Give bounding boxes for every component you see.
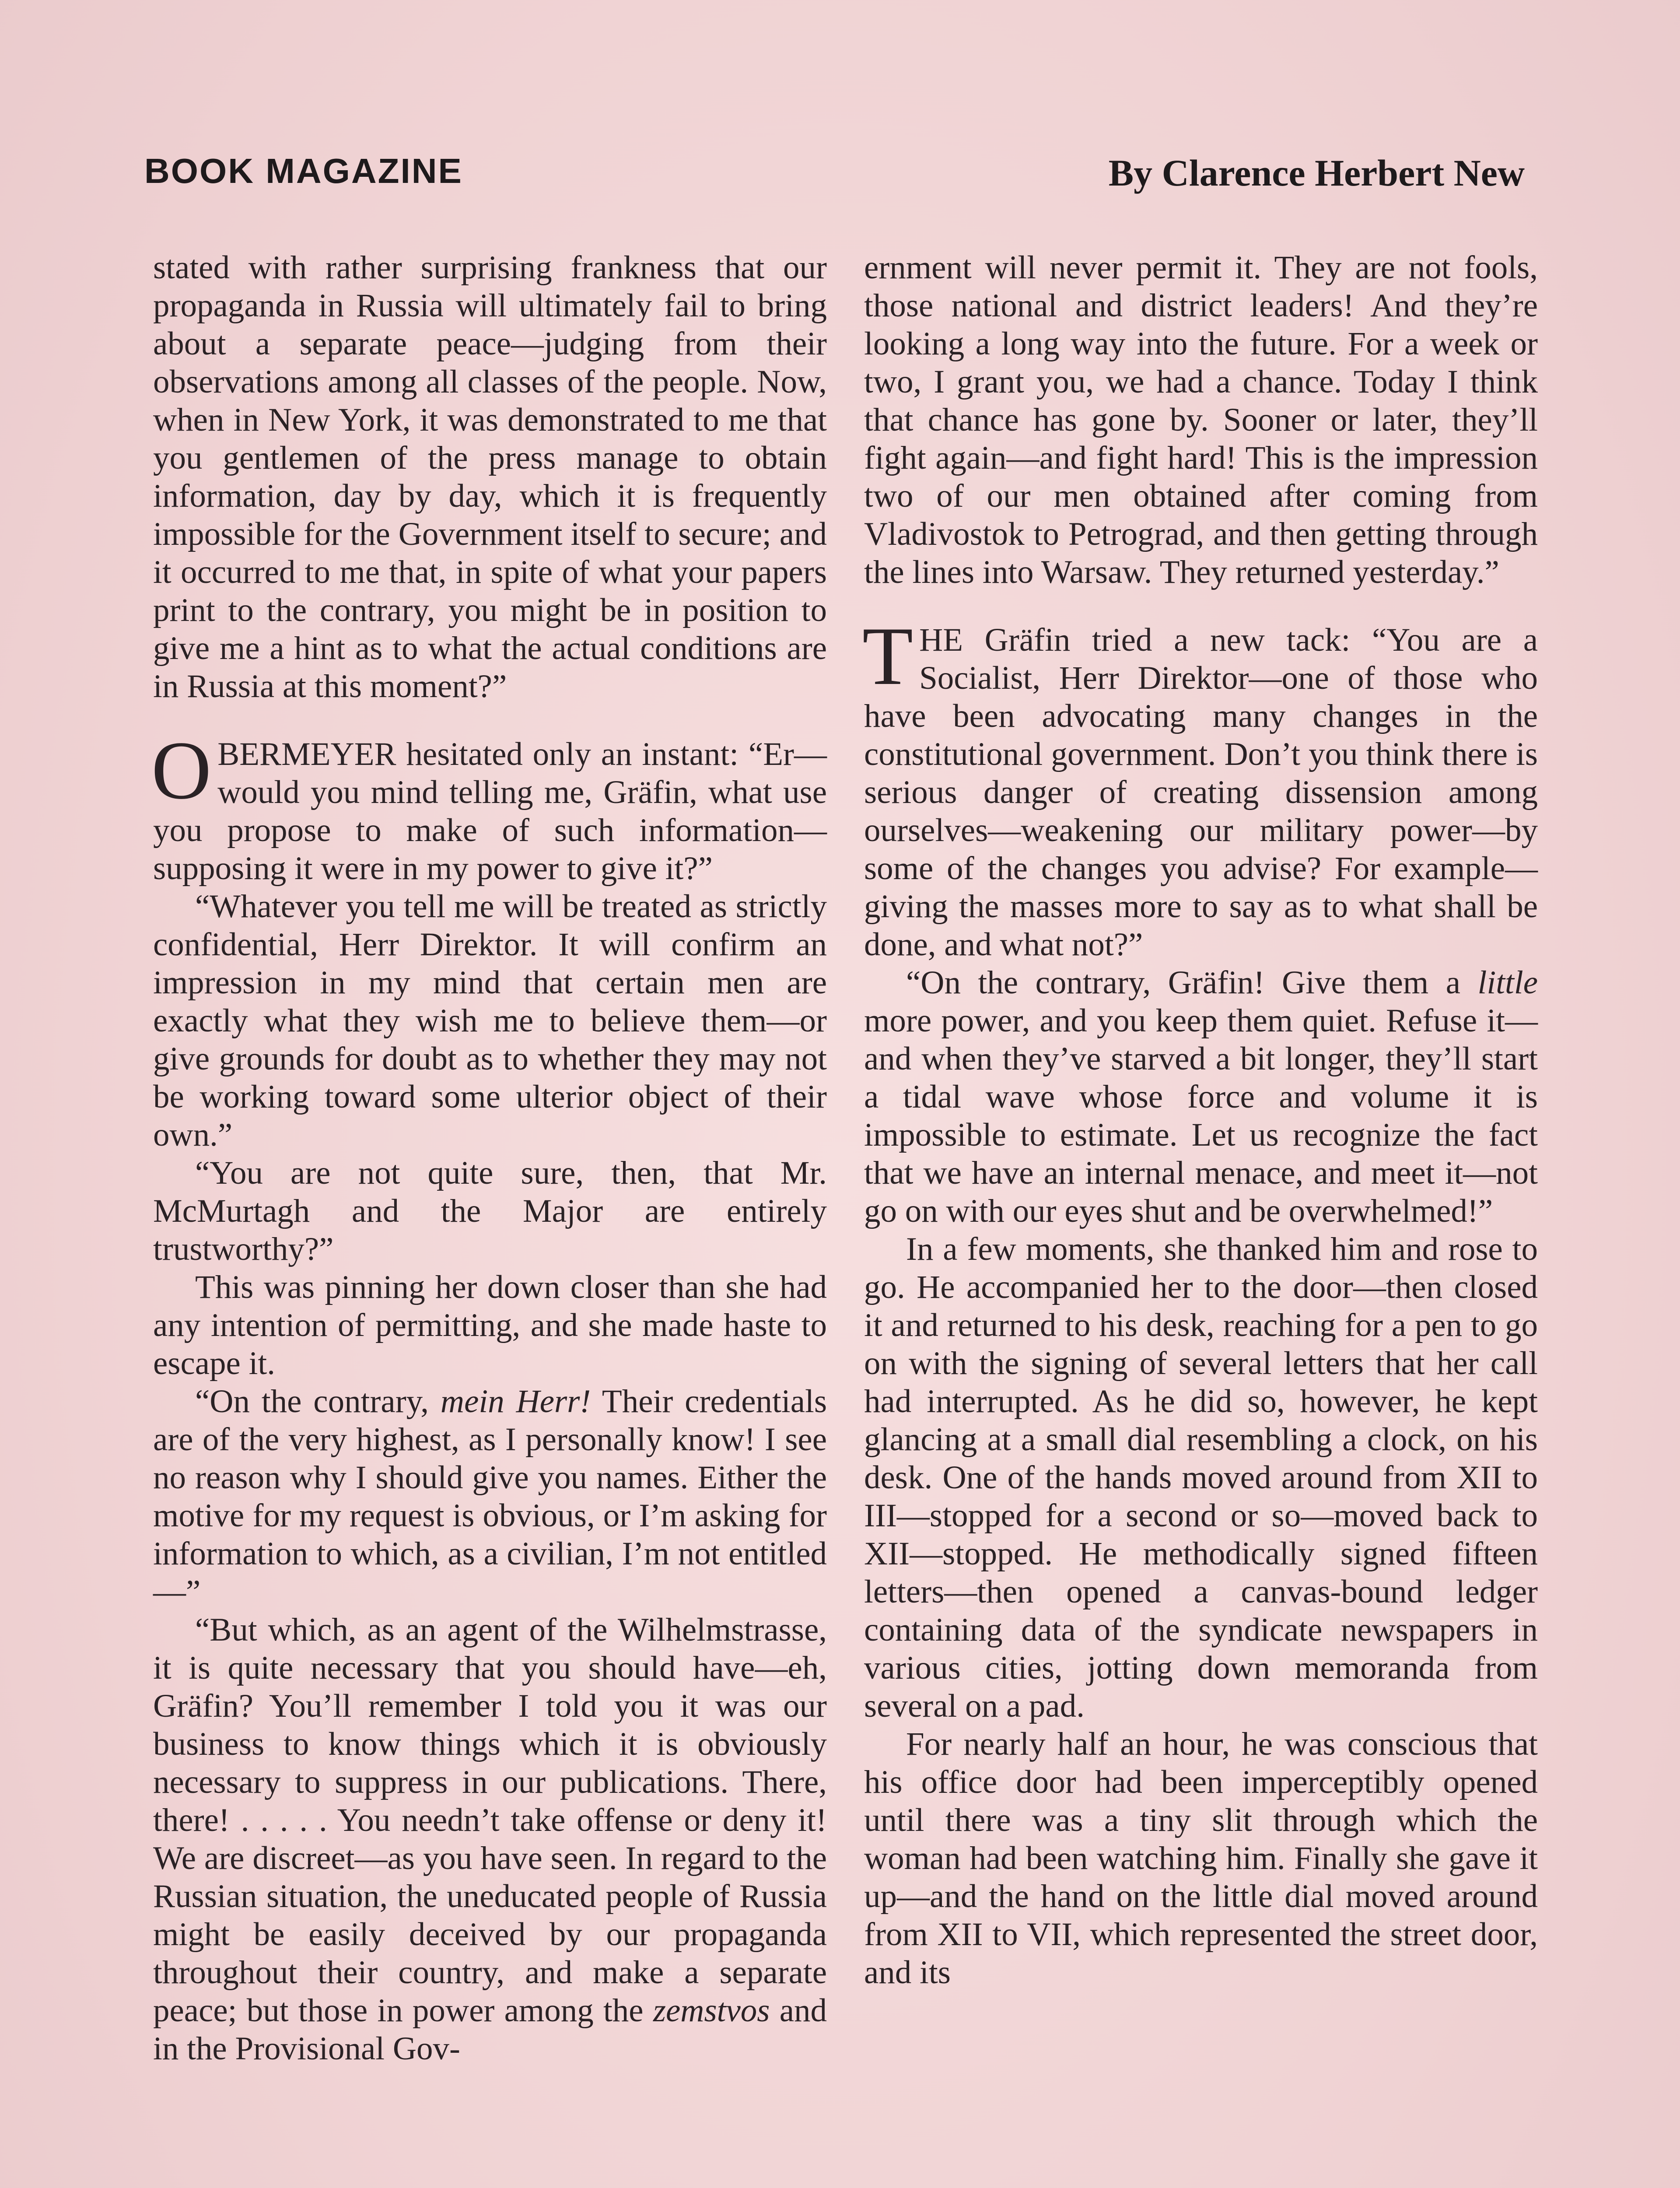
paragraph	[153, 1382, 827, 1611]
text-run: Their credentials are of the very highest, as I personally know! I see no reason why I should give you names. Either the motive for my request is obvious, or I’m asking for information to which, as a civilian, I’m not entitled—”	[153, 1383, 827, 1610]
paragraph	[153, 1611, 827, 2068]
paragraph: stated with rather surprising frankness that our propaganda in Russia will ultimately fail to bring about a separate peace—judging from their observations among all classes of the people. Now, when in New York, it was demonstrated to me that you gentlemen of the press manage to obtain information, day by day, which it is frequently impossible for the Government itself to secure; and it occurred to me that, in spite of what your papers print to the contrary, you might be in position to give me a hint as to what the actual conditions are in Russia at this moment?”	[153, 249, 827, 705]
italic-run: mein Herr!	[440, 1383, 591, 1420]
left-column	[153, 249, 827, 2068]
drop-cap: T	[862, 610, 914, 702]
paragraph: “You are not quite sure, then, that Mr. McMurtagh and the Major are entirely trustworthy?”	[153, 1155, 827, 1267]
right-column	[864, 249, 1538, 1992]
text-run: more power, and you keep them quiet. Refuse it—and when they’ve starved a bit longer, they’ll start a tidal wave whose force and volume it is impossible to estimate. Let us recognize the fact that we have an internal menace, and meet it—not go on with our eyes shut and be overwhelmed!”	[864, 1003, 1538, 1229]
paragraph-text: BERMEYER hesitated only an instant: “Er—would you mind telling me, Gräfin, what use you propose to make of such information—supposing it were in my power to give it?”	[153, 736, 827, 887]
magazine-title: BOOK MAGAZINE	[144, 151, 463, 190]
paragraph-text: HE Gräfin tried a new tack: “You are a Socialist, Herr Direktor—one of those who have been advocating many changes in the constitutional government. Don’t you think there is serious danger of creating dissension among ourselves—weakening our military power—by some of the changes you advise? For example—giving the masses more to say as to what shall be done, and what not?”	[864, 622, 1538, 963]
drop-cap: O	[151, 725, 212, 817]
paragraph: For nearly half an hour, he was conscious that his office door had been imperceptibly opened until there was a tiny slit through which the woman had been watching him. Finally she gave it up—and the hand on the little dial moved around from XII to VII, which represented the street door, and its	[864, 1726, 1538, 1991]
text-run: “But which, as an agent of the Wilhelmstrasse, it is quite necessary that you should have—eh, Gräfin? You’ll remember I told you it was our business to know things which it is obviously necessary to suppress in our publications. There, there! . . . . . You needn’t take offense or deny it! We are discreet—as you have seen. In regard to the Russian situation, the uneducated people of Russia might be easily deceived by our propaganda throughout their country, and make a separate peace; but those in power among the	[153, 1612, 827, 2029]
running-header	[144, 151, 1525, 199]
italic-run: little	[1477, 964, 1538, 1001]
paragraph: This was pinning her down closer than she had any intention of permitting, and she made haste to escape it.	[153, 1269, 827, 1382]
paragraph	[864, 964, 1538, 1230]
paragraph-dropcap	[862, 610, 1538, 964]
text-run: and in the Provisional Gov-	[153, 1992, 827, 2067]
paragraph: ernment will never permit it. They are not fools, those national and district leaders! And they’re looking a long way into the future. For a week or two, I grant you, we had a chance. Today I think that chance has gone by. Sooner or later, they’ll fight again—and fight hard! This is the impression two of our men obtained after coming from Vladivostok to Petrograd, and then getting through the lines into Warsaw. They returned yesterday.”	[864, 249, 1538, 590]
author-byline: By Clarence Herbert New	[1108, 152, 1525, 194]
italic-run: zemstvos	[653, 1992, 770, 2029]
text-run: “On the contrary, Gräfin! Give them a	[906, 964, 1478, 1001]
paragraph-dropcap	[151, 725, 827, 887]
text-run: “On the contrary,	[195, 1383, 441, 1420]
paragraph: In a few moments, she thanked him and rose to go. He accompanied her to the door—then closed it and returned to his desk, reaching for a pen to go on with the signing of several letters that her call had interrupted. As he did so, however, he kept glancing at a small dial resembling a clock, on his desk. One of the hands moved around from XII to III—stopped for a second or so—moved back to XII—stopped. He methodically signed fifteen letters—then opened a canvas-bound ledger containing data of the syndicate newspapers in various cities, jotting down memoranda from several on a pad.	[864, 1231, 1538, 1724]
paragraph: “Whatever you tell me will be treated as strictly confidential, Herr Direktor. It will confirm an impression in my mind that certain men are exactly what they wish me to believe them—or give grounds for doubt as to whether they may not be working toward some ulterior object of their own.”	[153, 888, 827, 1153]
